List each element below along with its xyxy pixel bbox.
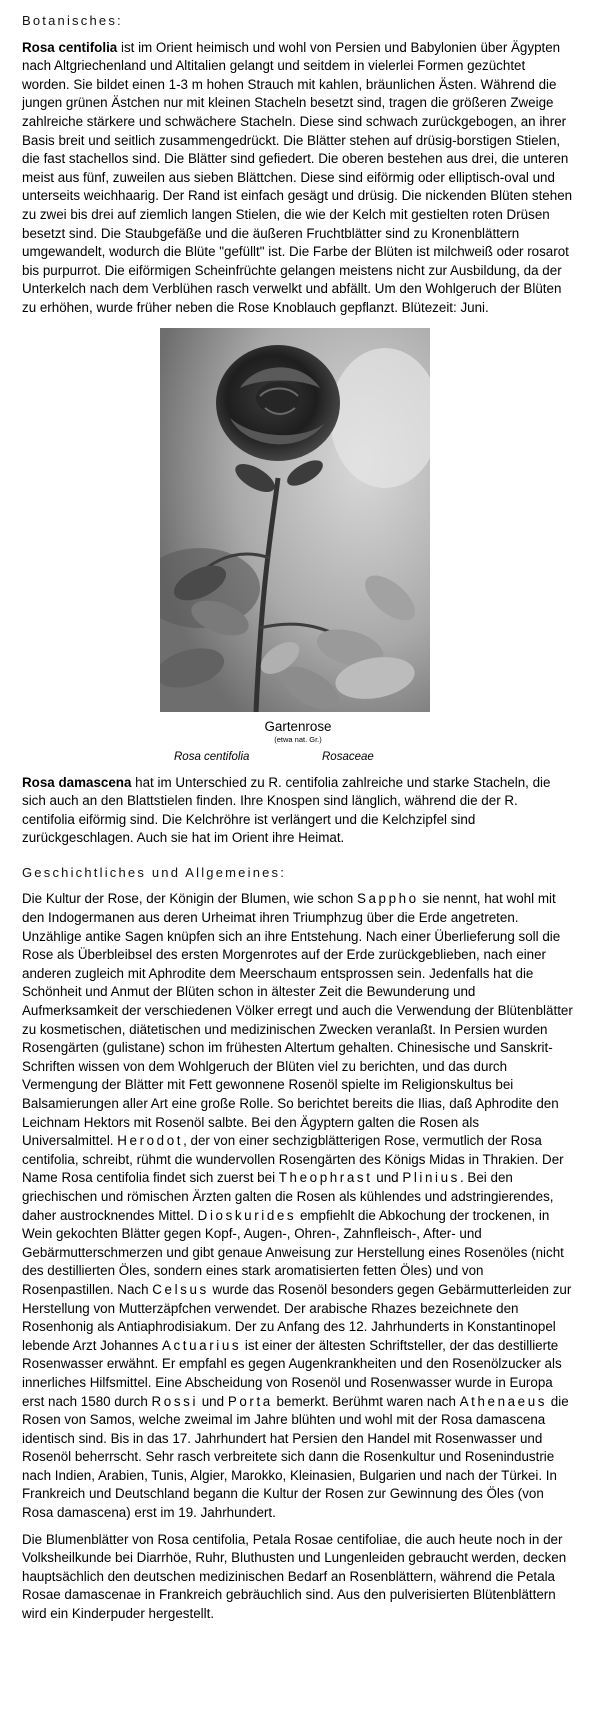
text-run: und [198,1393,228,1409]
name-athenaeus: Athenaeus [459,1393,548,1409]
text-run: bemerkt. Berühmt waren nach [272,1393,460,1409]
section-heading-botanisches: Botanisches: [22,13,123,28]
term-rosa-damascena: Rosa damascena [22,774,132,790]
paragraph-text: ist im Orient heimisch und wohl von Persien und Babylonien über Ägypten nach Altgriechenland und Altitalien gelangt und seitdem in vielerlei Formen gezüchtet worden. Sie bildet einen 1-3 m hohen Strauch mit kahlen, bräunlichen Ästen. Während die jungen grünen Ästchen nur mit kleinen Stacheln besetzt sind, tragen die größeren Zweige zahlreiche stärkere und schwächere Stacheln. Diese sind schwach zurückgebogen, an ihrer Basis breit und seitlich zusammengedrückt. Die Blätter stehen auf drüsig-borstigen Stielen, die fast stachellos sind. Die Blätter sind gefiedert. Die oberen bestehen aus drei, die unteren meist aus fünf, zuweilen aus sieben Blättchen. Diese sind eiförmig oder elliptisch-oval und unterseits weichhaarig. Der Rand ist einfach gesägt und drüsig. Die nickenden Blüten stehen zu zwei bis drei auf ziemlich langen Stielen, die wie der Kelch mit gestielten roten Drüsen besetzt sind. Die Staubgefäße und die äußeren Fruchtblätter sind zu Kronenblättern umgewandelt, wodurch die Blüte "gefüllt" ist. Die Farbe der Blüten ist milchweiß oder rosarot bis purpurrot. Die eiförmigen Scheinfrüchte gelangen meistens nicht zur Ausbildung, da der Unterkelch nach dem Verblühen rasch verwelkt und abfällt. Um den Wohlgeruch der Blüten zu erhöhen, wurde früher neben die Rose Knoblauch gepflanzt. Blütezeit: Juni. [22,39,573,315]
name-dioskurides: Dioskurides [197,1207,297,1223]
text-run: die Rosen von Samos, welche zweimal im Jahre blühten und wohl mit der Rosa damascena identisch sind. Bis in das 17. Jahrhundert hat Persien den Handel mit Rosenwasser und Rosenöl beherrscht. Sehr rasch verbreitete sich dann die Rosenkultur und Rosenindustrie nach Indien, Arabien, Tunis, Algier, Marokko, Kleinasien, Bulgarien und nach der Türkei. In Frankreich und Deutschland begann die Kultur der Rosen zur Gewinnung des Öles (von Rosa damascena) erst im 19. Jahrhundert. [22,1393,569,1521]
name-sappho: Sappho [356,891,419,907]
name-herodot: Herodot [117,1133,184,1149]
figure-caption-title: Gartenrose [264,718,332,734]
section-heading-geschichtliches: Geschichtliches und Allgemeines: [22,864,287,880]
text-run: empfiehlt die Abkochung der trockenen, in Wein gekochten Blätter gegen Kopf-, Augen-, Ohren-, Zahnfleisch-, After- und Gebärmutterschmerzen und gibt genaue Anweisung zur Herstellung eines Rosenöles (nicht des destillierten Öles, sondern eines stark aromatisierten fetten Öles) und von Rosenpastillen. Nach [22,1207,564,1297]
text-run: , der von einer sechzigblätterigen Rose, vermutlich der Rosa centifolia, schreibt, rühmt die wundervollen Rosengärten des Königs Midas in Thrakien. Der Name Rosa centifolia findet sich zuerst bei [22,1133,564,1186]
paragraph-text: hat im Unterschied zu R. centifolia zahlreiche und starke Stacheln, die sich auch an den Blattstielen finden. Ihre Knospen sind länglich, während die der R. centifolia eiförmig sind. Die Kelchröhre ist verlängert und die Kelchzipfel sind zurückgeschlagen. Auch sie hat im Orient ihre Heimat. [22,774,551,846]
name-plinius: Plinius [402,1170,460,1186]
name-rossi: Rossi [151,1393,199,1409]
figure-caption-scale-note: (etwa nat. Gr.) [274,734,322,744]
text-run: und [372,1170,403,1186]
figure-caption-latin-name: Rosa centifolia [174,750,250,763]
paragraph-rosa-centifolia [22,39,574,318]
text-run: Die Kultur der Rose, der Königin der Blumen, wie schon [22,891,357,907]
text-run: ist einer der ältesten Schriftsteller, der das destillierte Rosenwasser erwähnt. Er empfahl es gegen Augenkrankheiten und den Rosenölzucker als innerliches Hilfsmittel. Eine Abscheidung von Rosenöl und Rosenwasser wurde in Europa erst nach 1580 durch [22,1337,562,1409]
term-rosa-centifolia: Rosa centifolia [22,39,118,55]
text-run: sie nennt, hat wohl mit den Indogermanen aus deren Urheimat ihren Triumphzug über die Erde angetreten. Unzählige antike Sagen knüpfen sich an ihre Entstehung. Nach einer Überlieferung soll die Rose als Überbleibsel des ersten Morgenrotes auf der Erde zurückgeblieben, nach einer anderen zugleich mit Aphrodite dem Meerschaum entsprossen sein. Jedenfalls hat die Schönheit und Anmut der Blüten schon in ältester Zeit die Bewunderung und Aufmerksamkeit der verschiedenen Völker erregt und auch die Verwendung der Blütenblätter zu kosmetischen, diätetischen und medizinischen Zwecken veranlaßt. In Persien wurden Rosengärten (gulistane) schon im frühesten Altertum gehalten. Chinesische und Sanskrit-Schriften wissen von dem Wohlgeruch der Blüten viel zu berichten, und das durch Vermengung der Blätter mit Fett gewonnene Rosenöl spielte im Religionskultus bei Balsamierungen aller Art eine große Rolle. So berichtet bereits die Ilias, daß Aphrodite den Leichnam Hektors mit Rosenöl salbte. Bei den Ägyptern galten die Rosen als Universalmittel. [22,891,573,1149]
name-theophrast: Theophrast [278,1170,373,1186]
name-actuarius: Actuarius [161,1337,242,1353]
rose-photo [160,328,430,712]
text-run: . Bei den griechischen und römischen Ärzten galten die Rosen als kühlendes und adstringierendes, daher austrocknendes Mittel. [22,1170,554,1223]
name-porta: Porta [227,1393,273,1409]
figure-caption-family: Rosaceae [322,750,374,763]
figure-gartenrose [22,328,574,788]
paragraph-history [22,890,574,1522]
text-run: wurde das Rosenöl besonders gegen Gebärmutterleiden zur Herstellung von Mutterzäpfchen verwendet. Der arabische Rhazes bezeichnete den Rosenhonig als Antiaphrodisiakum. Der zu Anfang des 12. Jahrhunderts in Konstantinopel lebende Arzt Johannes [22,1281,572,1353]
name-celsus: Celsus [152,1281,209,1297]
document-page [22,12,574,1624]
paragraph-petala-rosae: Die Blumenblätter von Rosa centifolia, Petala Rosae centifoliae, die auch heute noch in der Volksheilkunde bei Diarrhöe, Ruhr, Bluthusten und Lungenleiden gebraucht werden, decken hauptsächlich den deutschen medizinischen Bedarf an Rosenblättern, während die Petala Rosae damascenae in Frankreich gebräuchlich sind. Aus den pulverisierten Blütenblättern wird ein Kinderpuder hergestellt. [22,1531,567,1622]
